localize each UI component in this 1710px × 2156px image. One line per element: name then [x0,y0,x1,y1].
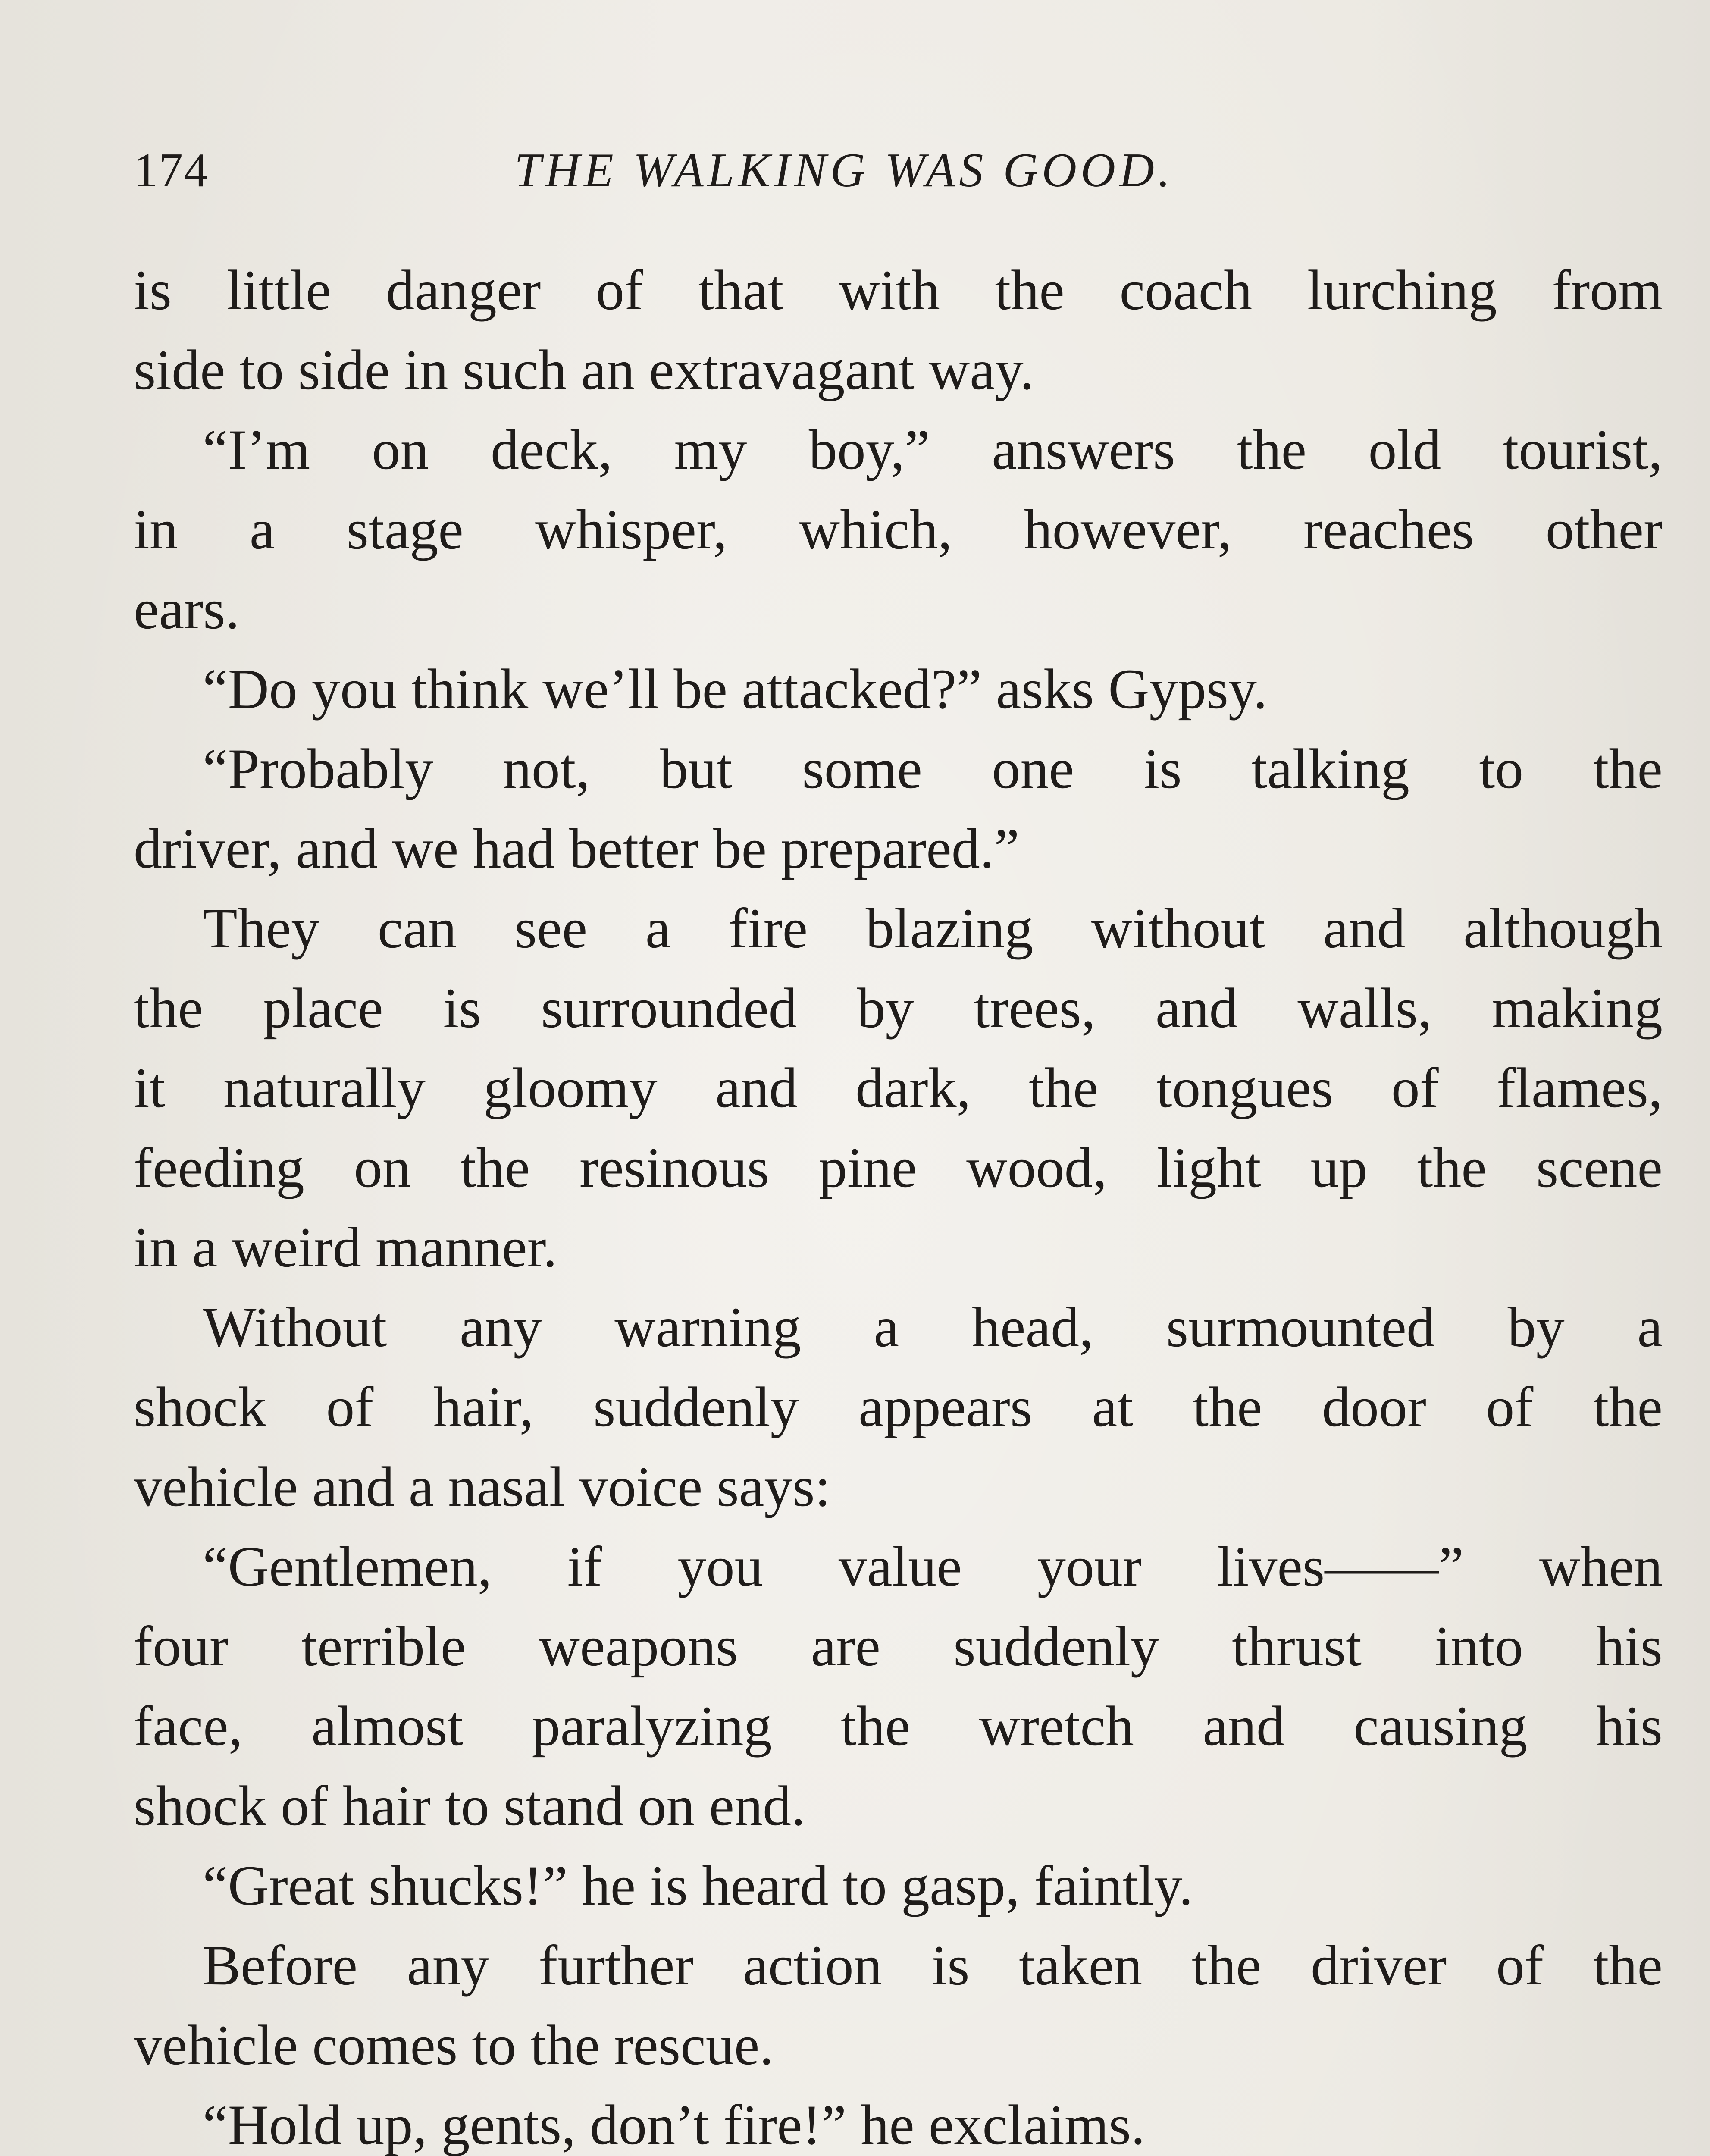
text-line: shock of hair to stand on end. [134,1774,806,1837]
text-line: They can see a fire blazing without and although [203,896,1663,960]
text-line: in a weird manner. [134,1216,557,1279]
text-line: it naturally gloomy and dark, the tongues of flames, [134,1056,1663,1119]
text-line: “Probably not, but some one is talking to the [203,737,1663,800]
text-line: side to side in such an extravagant way. [134,338,1034,401]
text-line: ears. [134,577,240,641]
text-line: “Do you think we’ll be attacked?” asks Gypsy. [203,657,1268,721]
text-line: in a stage whisper, which, however, reaches other [134,498,1663,561]
page-number: 174 [134,144,209,197]
page-header [134,138,1555,203]
text-line: “Gentlemen, if you value your lives——” when [203,1535,1663,1598]
text-line: vehicle and a nasal voice says: [134,1455,831,1518]
text-line: driver, and we had better be prepared.” [134,817,1020,880]
text-line: “I’m on deck, my boy,” answers the old tourist, [203,418,1663,481]
body-text [134,250,1663,2156]
text-line: Without any warning a head, surmounted by a [203,1295,1663,1359]
text-line: is little danger of that with the coach lurching from [134,258,1663,322]
text-line: the place is surrounded by trees, and walls, making [134,976,1663,1040]
text-line: “Hold up, gents, don’t fire!” he exclaims. [203,2093,1145,2156]
text-line: four terrible weapons are suddenly thrust into his [134,1614,1663,1678]
text-line: feeding on the resinous pine wood, light up the scene [134,1136,1663,1199]
text-line: shock of hair, suddenly appears at the door of the [134,1375,1663,1438]
text-line: “Great shucks!” he is heard to gasp, faintly. [203,1854,1193,1917]
text-line: face, almost paralyzing the wretch and causing his [134,1694,1663,1758]
running-title: THE WALKING WAS GOOD. [514,144,1174,197]
text-line: Before any further action is taken the driver of the [203,1934,1663,1997]
text-line: vehicle comes to the rescue. [134,2013,774,2077]
